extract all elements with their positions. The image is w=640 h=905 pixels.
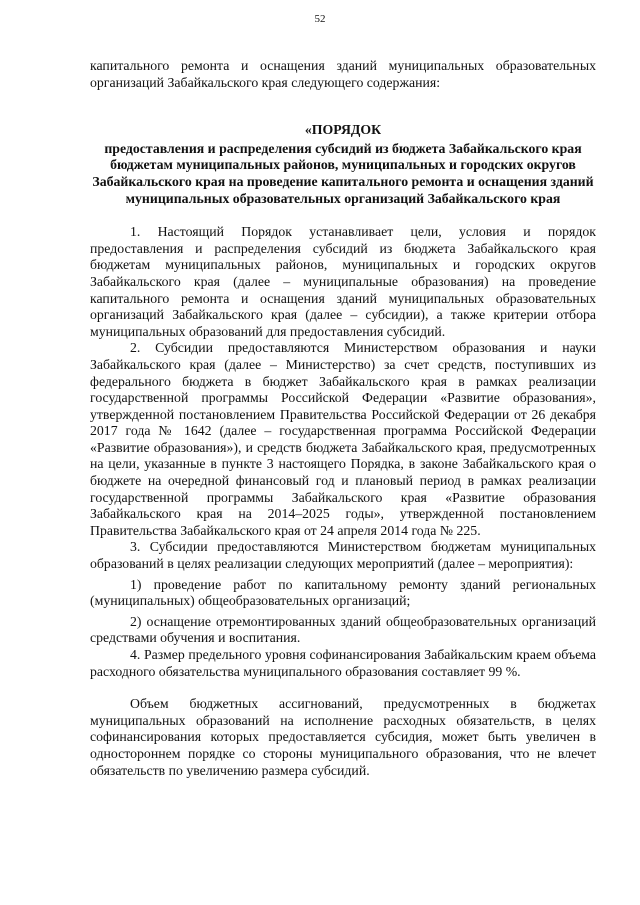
- title-heading: «ПОРЯДОК: [304, 122, 382, 138]
- paragraph-3: 3. Субсидии предоставляются Министерством бюджетам муниципальных образований в целях реализации следующих мероприятий (далее – мероприятия):: [90, 539, 596, 572]
- title-subheading: предоставления и распределения субсидий из бюджета Забайкальского края бюджетам муниципальных районов, муниципальных и городских округов Забайкальского края на проведение капитального ремонта и оснащения зданий муниципальных образовательных организаций Забайкальского края: [92, 140, 594, 206]
- list-item-1: 1) проведение работ по капитальному ремонту зданий региональных (муниципальных) общеобразовательных организаций;: [90, 576, 596, 609]
- paragraph-2: 2. Субсидии предоставляются Министерством образования и науки Забайкальского края (далее – Министерство) за счет средств, поступивших из федерального бюджета в бюджет Забайкальского края в рамках реализации государственной программы Российской Федерации «Развитие образования», утвержденной постановлением Правительства Российской Федерации от 26 декабря 2017 года № 1642 (далее – государственная программа Российской Федерации «Развитие образования»), и средств бюджета Забайкальского края, предусмотренных на цели, указанные в пункте 3 настоящего Порядка, в законе Забайкальского края о бюджете на очередной финансовый год и плановый период в рамках реализации государственной программы Забайкальского края «Развитие образования Забайкальского края на 2014–2025 годы», утвержденной постановлением Правительства Забайкальского края от 24 апреля 2014 года № 225.: [90, 340, 596, 538]
- intro-paragraph: капитального ремонта и оснащения зданий муниципальных образовательных организаций Забайкальского края следующего содержания:: [90, 58, 596, 90]
- paragraph-1: 1. Настоящий Порядок устанавливает цели, условия и порядок предоставления и распределения субсидий из бюджета Забайкальского края бюджетам муниципальных районов, муниципальных и городских округов Забайкальского края (далее – муниципальные образования) на проведение капитального ремонта и оснащения зданий муниципальных образовательных организаций Забайкальского края (далее – субсидии), а также критерии отбора муниципальных образований для предоставления субсидий.: [90, 224, 596, 339]
- document-body: [90, 58, 596, 779]
- document-title: [90, 122, 596, 207]
- list-item-2: 2) оснащение отремонтированных зданий общеобразовательных организаций средствами обучения и воспитания.: [90, 613, 596, 646]
- paragraph-4: 4. Размер предельного уровня софинансирования Забайкальским краем объема расходного обязательства муниципального образования составляет 99 %.: [90, 647, 596, 679]
- page-number: 52: [314, 13, 326, 25]
- paragraph-5: Объем бюджетных ассигнований, предусмотренных в бюджетах муниципальных образований на исполнение расходных обязательств, в целях софинансирования которых предоставляется субсидия, может быть увеличен в одностороннем порядке со стороны муниципального образования, что не влечет обязательств по увеличению размера субсидий.: [90, 696, 596, 778]
